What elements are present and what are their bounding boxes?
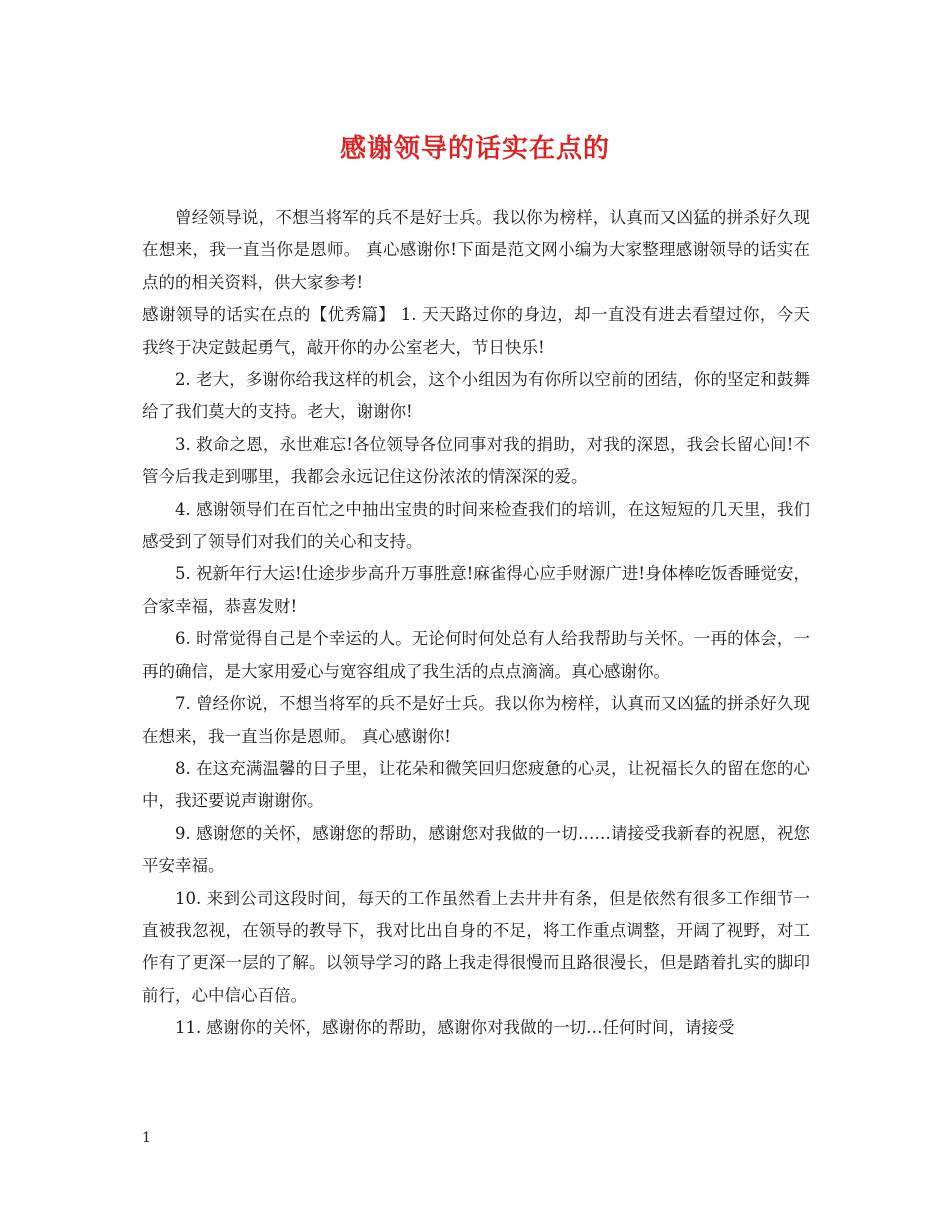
paragraph-item: 10. 来到公司这段时间，每天的工作虽然看上去井井有条，但是依然有很多工作细节一直被我忽视，在领导的教导下，我对比出自身的不足，将工作重点调整，开阔了视野，对工作有了更深一层的了解。以领导学习的路上我走得很慢而且路很漫长，但是踏着扎实的脚印前行，心中信心百倍。 <box>142 888 810 1005</box>
paragraph-section-heading: 感谢领导的话实在点的【优秀篇】 1. 天天路过你的身边，却一直没有进去看望过你，今天我终于决定鼓起勇气，敲开你的办公室老大，节日快乐! <box>142 305 810 357</box>
page-number: 1 <box>142 1130 151 1146</box>
paragraph-item: 3. 救命之恩，永世难忘!各位领导各位同事对我的捐助，对我的深恩，我会长留心间!不管今后我走到哪里，我都会永远记住这份浓浓的情深深的爱。 <box>142 434 810 487</box>
document-body <box>142 202 810 1045</box>
paragraph-item: 5. 祝新年行大运!仕途步步高升万事胜意!麻雀得心应手财源广进!身体棒吃饭香睡觉安，合家幸福，恭喜发财! <box>142 564 810 616</box>
paragraph-item: 8. 在这充满温馨的日子里，让花朵和微笑回归您疲惫的心灵，让祝福长久的留在您的心中，我还要说声谢谢你。 <box>142 758 810 811</box>
paragraph-item: 11. 感谢你的关怀，感谢你的帮助，感谢你对我做的一切…任何时间，请接受 <box>175 1018 735 1038</box>
paragraph-item: 4. 感谢领导们在百忙之中抽出宝贵的时间来检查我们的培训，在这短短的几天里，我们感受到了领导们对我们的关心和支持。 <box>142 499 810 552</box>
paragraph-item: 7. 曾经你说，不想当将军的兵不是好士兵。我以你为榜样，认真而又凶猛的拼杀好久现在想来，我一直当你是恩师。 真心感谢你! <box>142 694 810 746</box>
paragraph-intro: 曾经领导说，不想当将军的兵不是好士兵。我以你为榜样，认真而又凶猛的拼杀好久现在想来，我一直当你是恩师。 真心感谢你!下面是范文网小编为大家整理感谢领导的话实在点的的相关资料，供大家参考! <box>142 208 810 292</box>
paragraph-item: 6. 时常觉得自己是个幸运的人。无论何时何处总有人给我帮助与关怀。一再的体会，一再的确信，是大家用爱心与宽容组成了我生活的点点滴滴。真心感谢你。 <box>142 629 810 681</box>
paragraph-item: 2. 老大，多谢你给我这样的机会，这个小组因为有你所以空前的团结，你的坚定和鼓舞给了我们莫大的支持。老大，谢谢你! <box>142 370 810 422</box>
paragraph-item: 9. 感谢您的关怀，感谢您的帮助，感谢您对我做的一切……请接受我新春的祝愿，祝您平安幸福。 <box>142 823 810 876</box>
document-title: 感谢领导的话实在点的 <box>339 134 610 164</box>
